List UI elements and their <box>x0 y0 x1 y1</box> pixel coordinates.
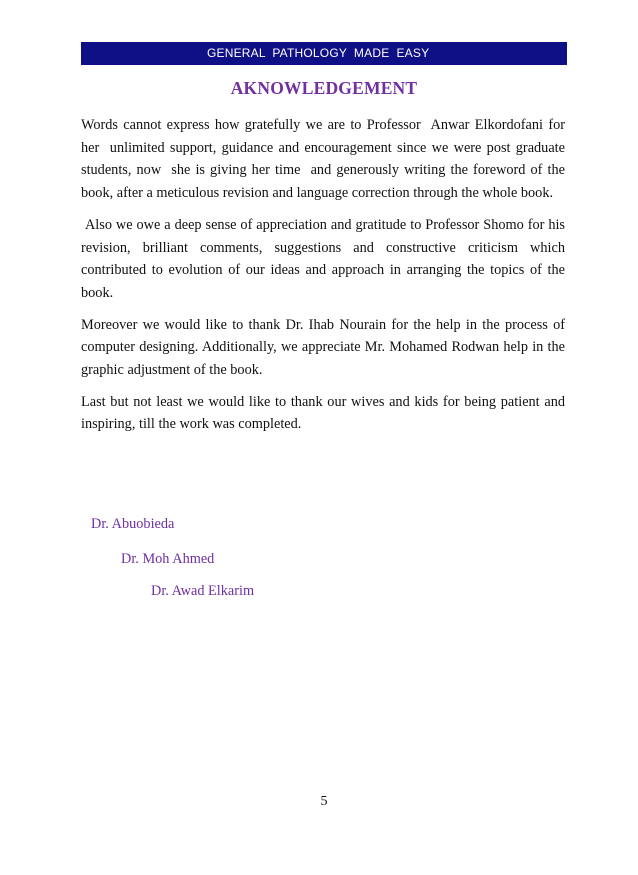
signature-awad-elkarim: Dr. Awad Elkarim <box>151 583 255 599</box>
paragraph-4: Last but not least we would like to thank our wives and kids for being patient and inspiring, till the work was completed. <box>81 393 569 433</box>
page-number: 5 <box>320 794 328 809</box>
paragraph-2: Also we owe a deep sense of appreciation and gratitude to Professor Shomo for his revision, brilliant comments, suggestions and constructive criticism which contributed to evolution of our ideas and approach in arranging the topics of the book. <box>81 216 569 301</box>
running-header <box>81 42 567 65</box>
page-title: AKNOWLEDGEMENT <box>230 78 418 98</box>
signature-abuobieda: Dr. Abuobieda <box>91 516 175 532</box>
acknowledgement-body <box>81 114 569 445</box>
signature-moh-ahmed: Dr. Moh Ahmed <box>121 551 215 567</box>
paragraph-3: Moreover we would like to thank Dr. Ihab Nourain for the help in the process of computer designing. Additionally, we appreciate Mr. Mohamed Rodwan help in the graphic adjustment of the book. <box>81 316 569 379</box>
paragraph-1: Words cannot express how gratefully we are to Professor Anwar Elkordofani for her unlimited support, guidance and encouragement since we were post graduate students, now she is giving her time and generously writing the foreword of the book, after a meticulous revision and language correction through the whole book. <box>81 117 569 202</box>
running-header-title: GENERAL PATHOLOGY MADE EASY <box>207 46 430 60</box>
